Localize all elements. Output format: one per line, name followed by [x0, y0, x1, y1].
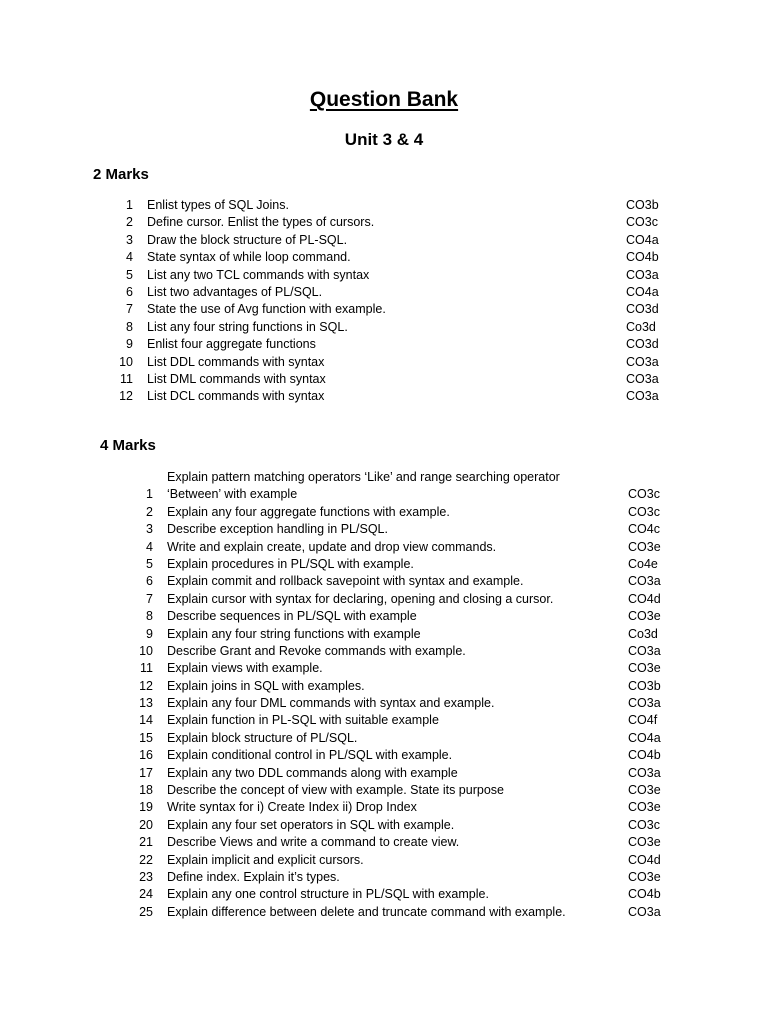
question-text: List two advantages of PL/SQL.: [147, 284, 323, 299]
question-number: 20: [139, 817, 153, 832]
question-number: 2: [126, 215, 133, 230]
course-outcome-code: CO3e: [628, 539, 661, 554]
course-outcome-code: CO3a: [628, 574, 661, 589]
question-number: 12: [119, 389, 133, 404]
question-row: [0, 852, 768, 869]
question-text: Explain cursor with syntax for declaring, opening and closing a cursor.: [167, 591, 554, 606]
question-number: 18: [139, 783, 153, 798]
question-text: Explain views with example.: [167, 661, 323, 676]
question-number: 25: [139, 904, 153, 919]
question-text: Describe sequences in PL/SQL with example: [167, 609, 417, 624]
question-text: State the use of Avg function with example.: [147, 302, 386, 317]
question-number: 23: [139, 870, 153, 884]
question-text: Enlist types of SQL Joins.: [147, 198, 289, 212]
course-outcome-code: CO3c: [628, 817, 660, 832]
question-list-4-marks: [0, 469, 768, 921]
question-row: [0, 249, 768, 266]
course-outcome-code: Co3d: [626, 319, 656, 334]
question-row: [0, 608, 768, 625]
question-row: [0, 388, 768, 405]
question-text: Explain joins in SQL with examples.: [167, 678, 365, 693]
question-text: Explain any four set operators in SQL with example.: [167, 817, 455, 832]
question-text: Explain any two DDL commands along with example: [167, 765, 458, 780]
question-row: [0, 504, 768, 521]
question-text: Explain function in PL-SQL with suitable example: [167, 713, 439, 728]
question-number: 4: [126, 250, 133, 265]
question-number: 13: [139, 696, 153, 711]
question-text: Draw the block structure of PL-SQL.: [147, 232, 348, 247]
question-number: 11: [140, 661, 153, 676]
course-outcome-code: CO3a: [628, 643, 661, 658]
course-outcome-code: CO3a: [628, 765, 661, 780]
question-text: Enlist four aggregate functions: [147, 337, 316, 352]
course-outcome-code: CO3b: [628, 678, 661, 693]
question-number: 21: [139, 835, 153, 850]
question-row: [0, 521, 768, 538]
question-number: 6: [146, 574, 153, 589]
question-text: Define index. Explain it’s types.: [167, 870, 340, 884]
question-number: 10: [119, 354, 133, 369]
question-text: Explain procedures in PL/SQL with example.: [167, 556, 414, 571]
question-text: List any two TCL commands with syntax: [147, 267, 370, 282]
question-row: [0, 371, 768, 388]
question-number: 4: [146, 539, 153, 554]
course-outcome-code: CO4b: [628, 887, 661, 902]
question-number: 6: [126, 284, 133, 299]
course-outcome-code: CO3e: [628, 835, 661, 850]
course-outcome-code: CO3b: [626, 198, 659, 212]
question-text: Define cursor. Enlist the types of cursors.: [147, 215, 375, 230]
question-number: 14: [139, 713, 153, 728]
question-row: [0, 232, 768, 249]
course-outcome-code: CO4a: [626, 284, 659, 299]
question-number: 1: [146, 487, 153, 502]
course-outcome-code: CO3a: [626, 371, 659, 386]
question-row: [0, 730, 768, 747]
course-outcome-code: Co3d: [628, 626, 658, 641]
question-number: 7: [126, 302, 133, 317]
question-text: Explain conditional control in PL/SQL with example.: [167, 748, 453, 763]
question-text: Explain any four aggregate functions with example.: [167, 504, 450, 519]
course-outcome-code: CO3e: [628, 609, 661, 624]
question-text: Write syntax for i) Create Index ii) Drop Index: [167, 800, 417, 815]
question-row: [0, 904, 768, 921]
question-text: Explain any four DML commands with syntax and example.: [167, 696, 495, 711]
question-list-2-marks: [0, 197, 768, 406]
question-row: [0, 747, 768, 764]
course-outcome-code: CO3d: [626, 337, 659, 352]
question-row: [0, 539, 768, 556]
course-outcome-code: Co4e: [628, 556, 658, 571]
question-row: [0, 886, 768, 903]
course-outcome-code: CO4c: [628, 522, 660, 537]
question-row: [0, 678, 768, 695]
question-text: Explain commit and rollback savepoint with syntax and example.: [167, 574, 524, 589]
question-row: [0, 284, 768, 301]
question-row: [0, 799, 768, 816]
question-row: [0, 267, 768, 284]
question-number: 9: [126, 337, 133, 352]
question-text: Describe exception handling in PL/SQL.: [167, 522, 388, 537]
question-number: 22: [139, 852, 153, 867]
course-outcome-code: CO3e: [628, 783, 661, 798]
course-outcome-code: CO4d: [628, 591, 661, 606]
question-row: [0, 660, 768, 677]
question-row: [0, 643, 768, 660]
question-number: 8: [146, 609, 153, 624]
course-outcome-code: CO3e: [628, 870, 661, 884]
question-text: Describe Views and write a command to create view.: [167, 835, 460, 850]
question-row: [0, 354, 768, 371]
question-number: 7: [146, 591, 153, 606]
question-row: [0, 573, 768, 590]
course-outcome-code: CO4d: [628, 852, 661, 867]
question-row: [0, 869, 768, 886]
question-number: 11: [120, 371, 133, 386]
course-outcome-code: CO3a: [626, 389, 659, 404]
question-text: Explain difference between delete and truncate command with example.: [167, 904, 566, 919]
question-text: List DCL commands with syntax: [147, 389, 325, 404]
course-outcome-code: CO3a: [626, 354, 659, 369]
question-text: Write and explain create, update and drop view commands.: [167, 539, 497, 554]
course-outcome-code: CO3c: [626, 215, 658, 230]
question-row: [0, 834, 768, 851]
course-outcome-code: CO3c: [628, 504, 660, 519]
section-heading-2-marks: 2 Marks: [93, 166, 149, 183]
course-outcome-code: CO3a: [628, 904, 661, 919]
question-number: 1: [126, 198, 133, 212]
question-text: List any four string functions in SQL.: [147, 319, 348, 334]
course-outcome-code: CO4a: [628, 730, 661, 745]
question-text: Describe the concept of view with example. State its purpose: [167, 783, 504, 798]
course-outcome-code: CO3c: [628, 487, 660, 502]
question-number: 9: [146, 626, 153, 641]
course-outcome-code: CO3a: [628, 696, 661, 711]
question-row: [0, 695, 768, 712]
question-number: 15: [139, 730, 153, 745]
question-number: 10: [139, 643, 153, 658]
course-outcome-code: CO4f: [628, 713, 658, 728]
course-outcome-code: CO3e: [628, 800, 661, 815]
question-number: 16: [139, 748, 153, 763]
question-row: [0, 817, 768, 834]
question-row: [0, 197, 768, 214]
question-number: 3: [146, 522, 153, 537]
question-number: 3: [126, 232, 133, 247]
question-number: 8: [126, 319, 133, 334]
question-text: Explain pattern matching operators ‘Like’ and range searching operator ‘Between’ with example: [167, 470, 560, 502]
question-row: [0, 214, 768, 231]
course-outcome-code: CO3a: [626, 267, 659, 282]
question-text: Describe Grant and Revoke commands with example.: [167, 643, 466, 658]
question-number: 2: [146, 504, 153, 519]
question-number: 17: [139, 765, 153, 780]
question-row: [0, 336, 768, 353]
page-title: [0, 88, 768, 112]
question-text: State syntax of while loop command.: [147, 250, 351, 265]
question-row: [0, 591, 768, 608]
question-text: Explain any one control structure in PL/SQL with example.: [167, 887, 489, 902]
question-row: [0, 301, 768, 318]
question-row: [0, 469, 768, 504]
question-number: 5: [146, 556, 153, 571]
question-row: [0, 765, 768, 782]
course-outcome-code: CO3d: [626, 302, 659, 317]
section-heading-4-marks: 4 Marks: [100, 437, 156, 454]
question-number: 19: [139, 800, 153, 815]
course-outcome-code: CO3e: [628, 661, 661, 676]
question-text: Explain any four string functions with example: [167, 626, 421, 641]
question-row: [0, 712, 768, 729]
question-text: Explain block structure of PL/SQL.: [167, 730, 358, 745]
course-outcome-code: CO4b: [628, 748, 661, 763]
question-text: Explain implicit and explicit cursors.: [167, 852, 364, 867]
question-row: [0, 782, 768, 799]
question-text: List DDL commands with syntax: [147, 354, 325, 369]
course-outcome-code: CO4b: [626, 250, 659, 265]
page-title-text: Question Bank: [309, 88, 459, 111]
question-number: 12: [139, 678, 153, 693]
question-row: [0, 626, 768, 643]
question-number: 24: [139, 887, 153, 902]
course-outcome-code: CO4a: [626, 232, 659, 247]
question-row: [0, 556, 768, 573]
question-text: List DML commands with syntax: [147, 371, 326, 386]
page-subtitle: Unit 3 & 4: [344, 130, 424, 149]
question-number: 5: [126, 267, 133, 282]
question-row: [0, 319, 768, 336]
